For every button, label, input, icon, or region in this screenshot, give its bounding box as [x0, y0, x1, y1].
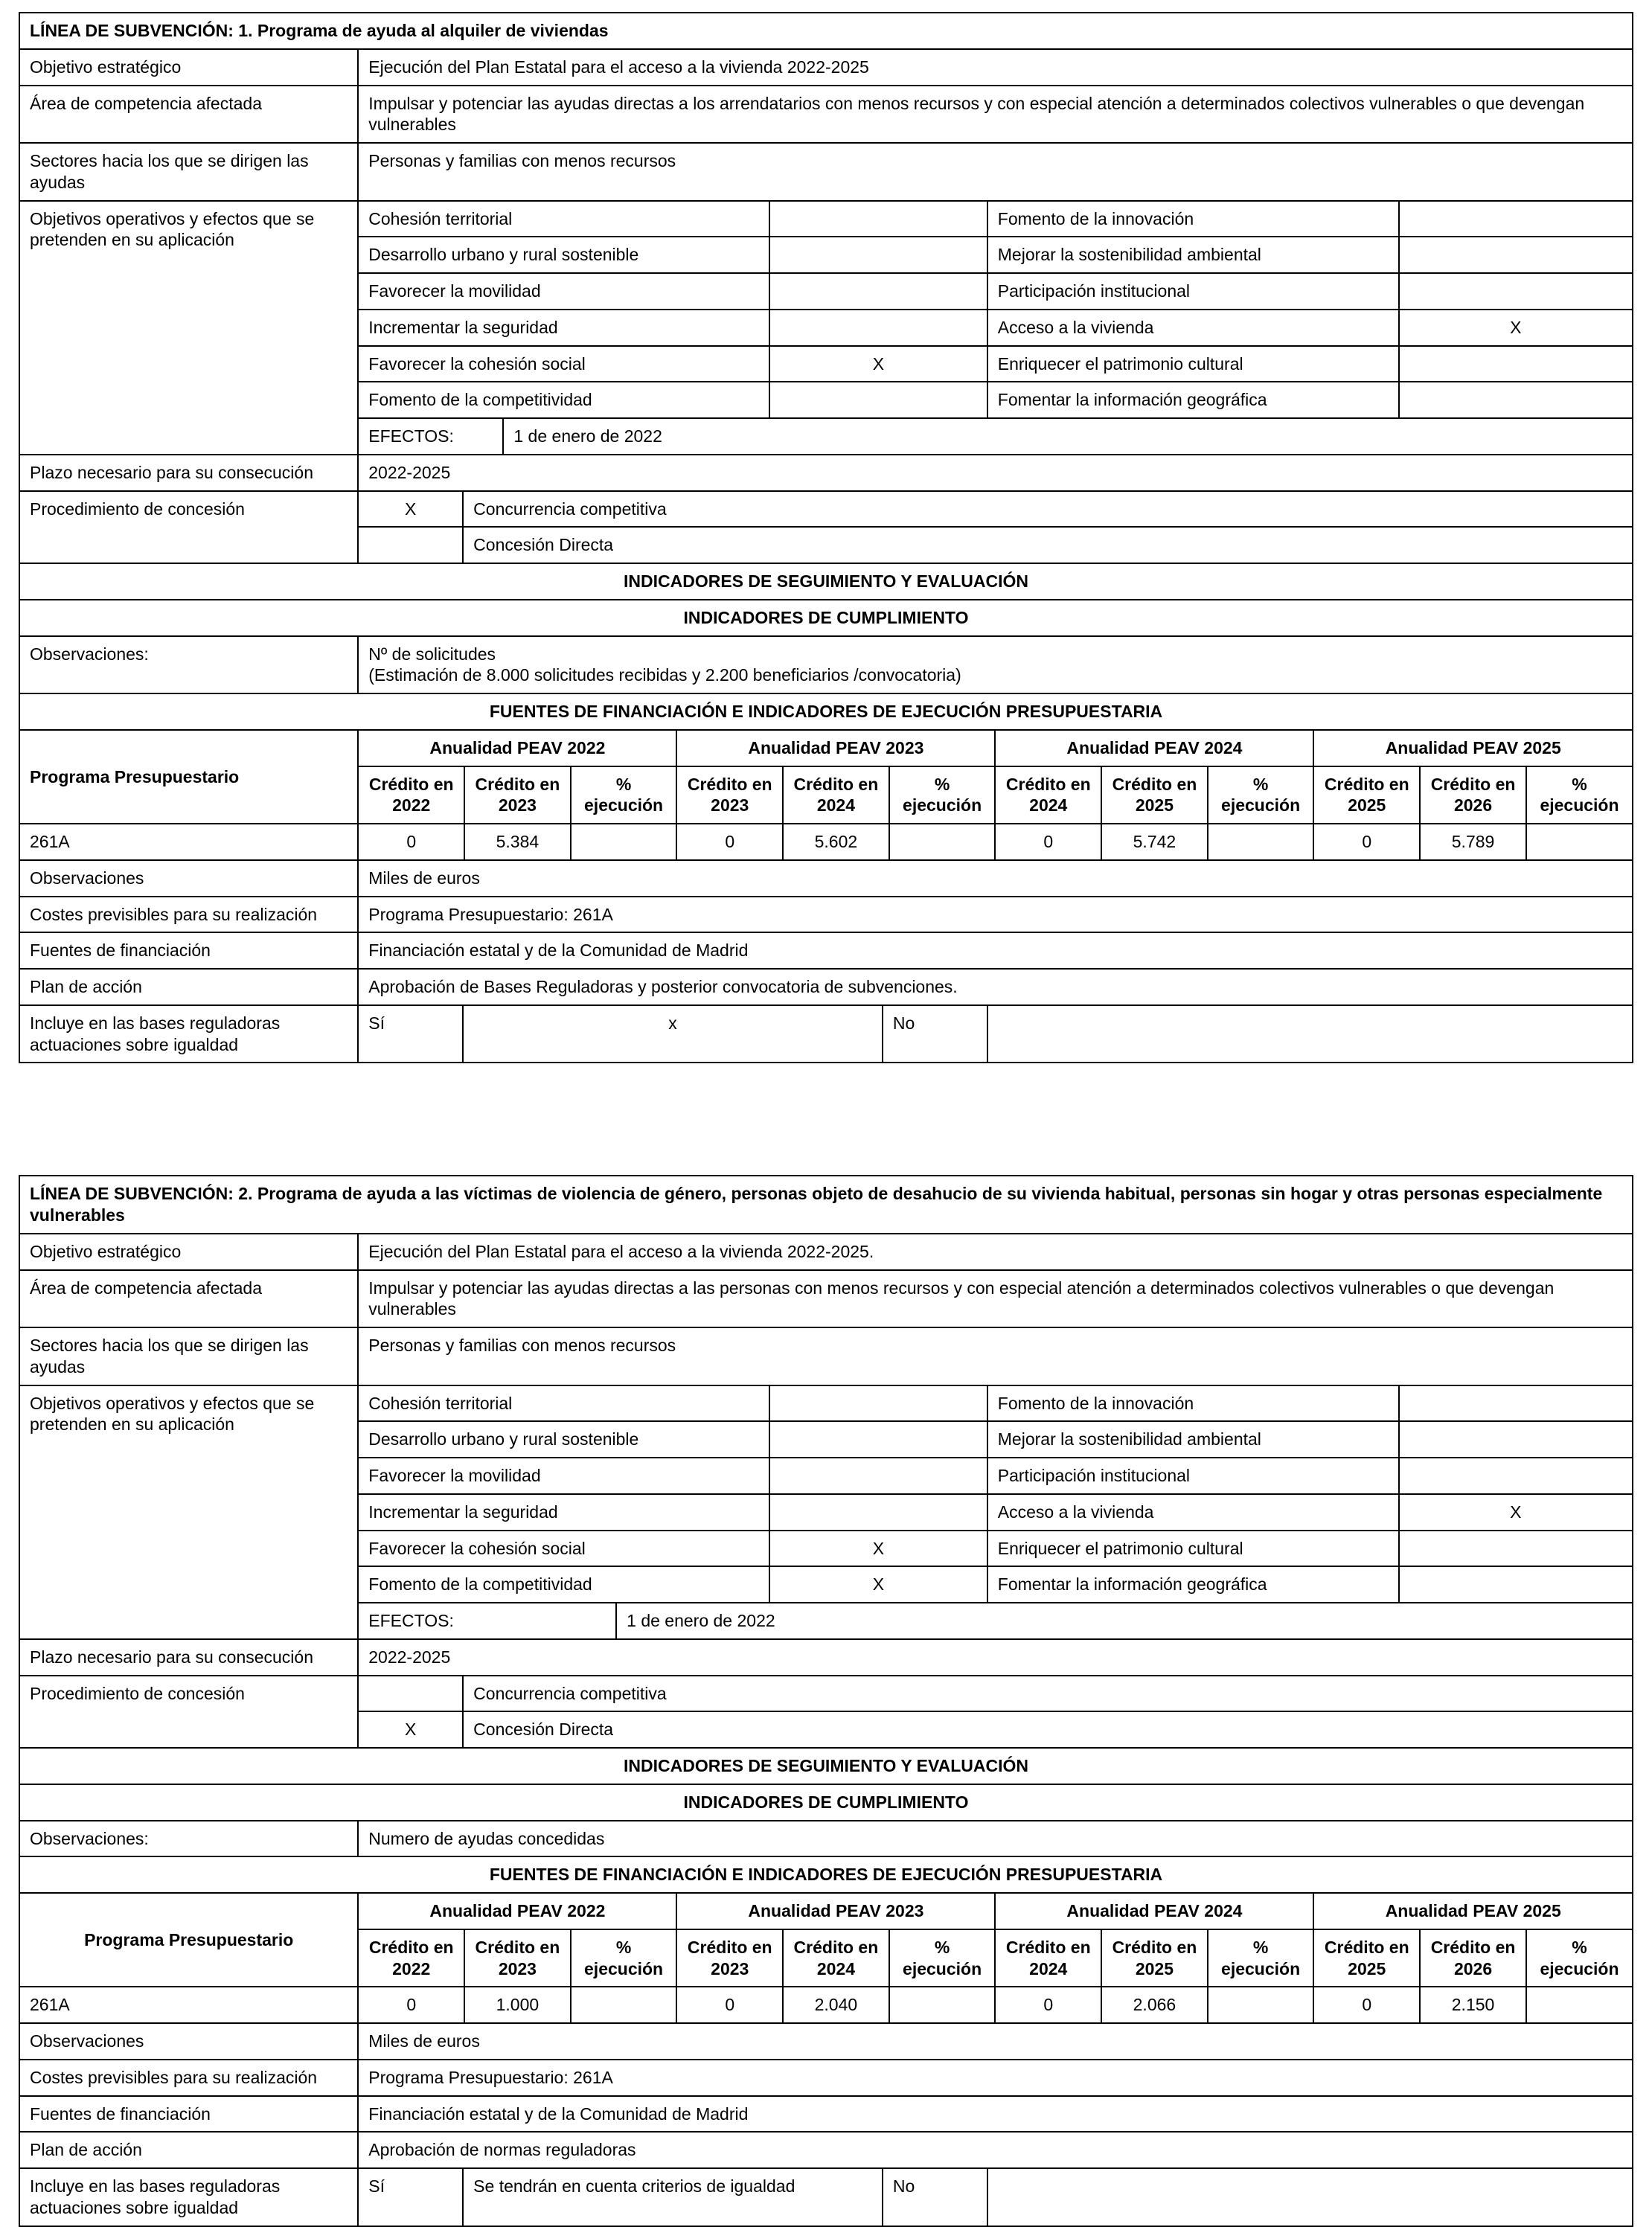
line1-proc-mark-directa — [358, 527, 463, 563]
line2-budget-value-8: 2.066 — [1101, 1987, 1208, 2023]
line2-objetivo-left-1: Desarrollo urbano y rural sostenible — [358, 1421, 769, 1458]
line2-igualdad-mid: Se tendrán en cuenta criterios de igualdad — [463, 2168, 883, 2226]
line1-budget-col-9: Crédito en 2025 — [1313, 766, 1420, 824]
line2-observaciones-cumplimiento-table — [19, 1820, 1633, 1858]
line2-objetivos-table — [19, 1385, 1633, 1640]
line1-objetivo-right-0: Fomento de la innovación — [987, 201, 1399, 237]
line1-efectos-value: 1 de enero de 2022 — [503, 418, 1633, 455]
line2-objetivo-left-4: Favorecer la cohesión social — [358, 1531, 769, 1567]
line1-objetivo-right-5: Fomentar la información geográfica — [987, 382, 1399, 418]
line2-budget-col-8: % ejecución — [1208, 1929, 1314, 1987]
line1-fuentes-header: FUENTES DE FINANCIACIÓN E INDICADORES DE EJECUCIÓN PRESUPUESTARIA — [19, 693, 1633, 730]
line1-objetivo-right-1: Mejorar la sostenibilidad ambiental — [987, 237, 1399, 273]
label-observaciones-colon: Observaciones: — [19, 1821, 358, 1857]
line2-objetivo-right-5: Fomentar la información geográfica — [987, 1566, 1399, 1603]
line1-anualidad-2024: Anualidad PEAV 2024 — [995, 730, 1313, 766]
line1-mark-left-0 — [769, 201, 987, 237]
line2-mark-right-4 — [1399, 1531, 1633, 1567]
line1-observaciones-line1: Nº de solicitudes — [368, 644, 496, 664]
line1-mark-right-4 — [1399, 346, 1633, 382]
line2-general-table — [19, 1175, 1633, 1385]
line1-budget-value-7: 0 — [995, 824, 1101, 860]
label-igualdad: Incluye en las bases reguladoras actuaciones sobre igualdad — [19, 1005, 358, 1063]
line1-indicadores-cumplimiento-header: INDICADORES DE CUMPLIMIENTO — [19, 600, 1633, 636]
line1-indicadores-cumplimiento-table — [19, 599, 1633, 637]
line1-fuentes-header-table — [19, 693, 1633, 731]
line1-budget-col-8: % ejecución — [1208, 766, 1314, 824]
line1-fuentes-value: Financiación estatal y de la Comunidad de Madrid — [358, 932, 1633, 969]
line2-mark-right-1 — [1399, 1421, 1633, 1458]
label-concesion-directa: Concesión Directa — [463, 1711, 1633, 1748]
line1-budget-col-10: Crédito en 2026 — [1420, 766, 1526, 824]
line2-fuentes-header-table — [19, 1856, 1633, 1894]
label-programa-presupuestario: Programa Presupuestario — [19, 730, 358, 824]
line2-procedimiento-table — [19, 1675, 1633, 1749]
line2-plazo-table — [19, 1638, 1633, 1676]
line1-general-table — [19, 12, 1633, 202]
subvention-line-1-section — [19, 12, 1633, 1063]
line2-observaciones-value — [358, 1821, 1633, 1857]
line2-budget-value-11: 2.150 — [1420, 1987, 1526, 2023]
line2-indicadores-seguimiento-header: INDICADORES DE SEGUIMIENTO Y EVALUACIÓN — [19, 1748, 1633, 1784]
label-area-competencia: Área de competencia afectada — [19, 86, 358, 144]
line1-mark-left-4: X — [769, 346, 987, 382]
line2-anualidad-2025: Anualidad PEAV 2025 — [1313, 1893, 1633, 1929]
line2-budget-value-1: 0 — [358, 1987, 464, 2023]
line2-area-value: Impulsar y potenciar las ayudas directas a las personas con menos recursos y con especial atención a determinados colectivos vulnerables o que devengan vulnerables — [358, 1270, 1633, 1328]
line1-mark-left-2 — [769, 273, 987, 310]
line1-budget-col-5: % ejecución — [889, 766, 996, 824]
line2-objetivo-left-0: Cohesión territorial — [358, 1385, 769, 1422]
line2-observaciones-line1: Numero de ayudas concedidas — [368, 1828, 605, 1848]
line2-budget-col-1: Crédito en 2023 — [464, 1929, 571, 1987]
line2-budget-value-12 — [1526, 1987, 1633, 2023]
line1-plan-value: Aprobación de Bases Reguladoras y posterior convocatoria de subvenciones. — [358, 969, 1633, 1005]
line2-objetivo-left-5: Fomento de la competitividad — [358, 1566, 769, 1603]
line1-plazo-table — [19, 454, 1633, 492]
line1-budget-value-10: 0 — [1313, 824, 1420, 860]
line2-fuentes-header: FUENTES DE FINANCIACIÓN E INDICADORES DE EJECUCIÓN PRESUPUESTARIA — [19, 1856, 1633, 1893]
line2-mark-right-0 — [1399, 1385, 1633, 1422]
line1-title: LÍNEA DE SUBVENCIÓN: 1. Programa de ayuda al alquiler de viviendas — [19, 13, 1633, 49]
line2-mark-right-5 — [1399, 1566, 1633, 1603]
line1-budget-col-3: Crédito en 2023 — [676, 766, 783, 824]
line1-indicadores-seguimiento-header: INDICADORES DE SEGUIMIENTO Y EVALUACIÓN — [19, 563, 1633, 600]
label-objetivos-operativos: Objetivos operativos y efectos que se pretenden en su aplicación — [19, 201, 358, 455]
line2-objetivo-right-0: Fomento de la innovación — [987, 1385, 1399, 1422]
line2-budget-col-4: Crédito en 2024 — [783, 1929, 889, 1987]
line1-budget-col-4: Crédito en 2024 — [783, 766, 889, 824]
label-concesion-directa: Concesión Directa — [463, 527, 1633, 563]
line1-objetivo-left-3: Incrementar la seguridad — [358, 310, 769, 346]
line2-observaciones-footer-value: Miles de euros — [358, 2023, 1633, 2060]
line2-budget-col-11: % ejecución — [1526, 1929, 1633, 1987]
line1-area-value: Impulsar y potenciar las ayudas directas a los arrendatarios con menos recursos y con especial atención a determinados colectivos vulnerables o que devengan vulnerables — [358, 86, 1633, 144]
line1-anualidad-2022: Anualidad PEAV 2022 — [358, 730, 676, 766]
subvention-line-2-section — [19, 1175, 1633, 2226]
line2-footer-table — [19, 2022, 1633, 2169]
line1-budget-value-12 — [1526, 824, 1633, 860]
line1-proc-mark-concurrencia: X — [358, 491, 463, 528]
label-procedimiento: Procedimiento de concesión — [19, 1676, 358, 1749]
line2-budget-col-6: Crédito en 2024 — [995, 1929, 1101, 1987]
line2-mark-left-0 — [769, 1385, 987, 1422]
line2-objetivo-right-4: Enriquecer el patrimonio cultural — [987, 1531, 1399, 1567]
line1-mark-right-3: X — [1399, 310, 1633, 346]
line2-budget-value-4: 0 — [676, 1987, 783, 2023]
line2-budget-col-2: % ejecución — [571, 1929, 677, 1987]
label-concurrencia: Concurrencia competitiva — [463, 491, 1633, 528]
line1-objetivo-right-3: Acceso a la vivienda — [987, 310, 1399, 346]
line2-mark-left-4: X — [769, 1531, 987, 1567]
line1-igualdad-empty — [987, 1005, 1633, 1063]
line2-mark-left-1 — [769, 1421, 987, 1458]
line1-mark-left-3 — [769, 310, 987, 346]
line1-budget-value-1: 0 — [358, 824, 464, 860]
line2-plazo-value: 2022-2025 — [358, 1639, 1633, 1676]
line2-anualidad-2023: Anualidad PEAV 2023 — [676, 1893, 995, 1929]
line1-budget-value-4: 0 — [676, 824, 783, 860]
line2-fuentes-value: Financiación estatal y de la Comunidad de Madrid — [358, 2096, 1633, 2133]
line2-indicadores-cumplimiento-header: INDICADORES DE CUMPLIMIENTO — [19, 1784, 1633, 1821]
label-costes: Costes previsibles para su realización — [19, 897, 358, 933]
line1-igualdad-no: No — [883, 1005, 987, 1063]
line2-mark-left-5: X — [769, 1566, 987, 1603]
line1-budget-program: 261A — [19, 824, 358, 860]
line2-budget-value-10: 0 — [1313, 1987, 1420, 2023]
label-objetivo-estrategico: Objetivo estratégico — [19, 1234, 358, 1270]
line1-mark-left-5 — [769, 382, 987, 418]
line1-observaciones-line2: (Estimación de 8.000 solicitudes recibidas y 2.200 beneficiarios /convocatoria) — [368, 665, 961, 685]
line1-objetivo-right-4: Enriquecer el patrimonio cultural — [987, 346, 1399, 382]
line1-objetivo-left-4: Favorecer la cohesión social — [358, 346, 769, 382]
line1-budget-col-2: % ejecución — [571, 766, 677, 824]
line2-proc-mark-directa: X — [358, 1711, 463, 1748]
line2-objetivo-left-2: Favorecer la movilidad — [358, 1458, 769, 1494]
line2-budget-table — [19, 1892, 1633, 2024]
line2-igualdad-empty — [987, 2168, 1633, 2226]
line2-objetivo-right-1: Mejorar la sostenibilidad ambiental — [987, 1421, 1399, 1458]
line1-igualdad-table — [19, 1004, 1633, 1064]
line2-mark-right-3: X — [1399, 1494, 1633, 1531]
section-gap — [19, 1063, 1633, 1175]
label-objetivos-operativos: Objetivos operativos y efectos que se pretenden en su aplicación — [19, 1385, 358, 1639]
label-costes: Costes previsibles para su realización — [19, 2060, 358, 2096]
line1-plazo-value: 2022-2025 — [358, 455, 1633, 491]
line2-budget-col-9: Crédito en 2025 — [1313, 1929, 1420, 1987]
line1-procedimiento-table — [19, 490, 1633, 565]
line1-objetivo-left-5: Fomento de la competitividad — [358, 382, 769, 418]
line1-budget-value-9 — [1208, 824, 1314, 860]
line1-objetivo-left-2: Favorecer la movilidad — [358, 273, 769, 310]
line2-mark-left-3 — [769, 1494, 987, 1531]
line1-objetivo-value: Ejecución del Plan Estatal para el acceso a la vivienda 2022-2025 — [358, 49, 1633, 86]
line2-proc-mark-concurrencia — [358, 1676, 463, 1712]
line2-objetivo-right-2: Participación institucional — [987, 1458, 1399, 1494]
line1-budget-col-11: % ejecución — [1526, 766, 1633, 824]
line2-costes-value: Programa Presupuestario: 261A — [358, 2060, 1633, 2096]
label-plazo: Plazo necesario para su consecución — [19, 455, 358, 491]
label-observaciones: Observaciones — [19, 2023, 358, 2060]
label-sectores: Sectores hacia los que se dirigen las ayudas — [19, 143, 358, 201]
line2-anualidad-2024: Anualidad PEAV 2024 — [995, 1893, 1313, 1929]
line2-budget-col-5: % ejecución — [889, 1929, 996, 1987]
line1-anualidad-2023: Anualidad PEAV 2023 — [676, 730, 995, 766]
line1-budget-value-2: 5.384 — [464, 824, 571, 860]
label-observaciones-colon: Observaciones: — [19, 636, 358, 694]
line1-objetivo-left-1: Desarrollo urbano y rural sostenible — [358, 237, 769, 273]
label-observaciones: Observaciones — [19, 860, 358, 897]
line1-budget-value-3 — [571, 824, 677, 860]
label-programa-presupuestario: Programa Presupuestario — [19, 1893, 358, 1987]
line2-budget-value-7: 0 — [995, 1987, 1101, 2023]
line2-budget-program: 261A — [19, 1987, 358, 2023]
line1-budget-table — [19, 729, 1633, 861]
line1-budget-value-11: 5.789 — [1420, 824, 1526, 860]
line1-mark-right-2 — [1399, 273, 1633, 310]
line2-objetivo-left-3: Incrementar la seguridad — [358, 1494, 769, 1531]
label-plan-accion: Plan de acción — [19, 2132, 358, 2168]
label-igualdad: Incluye en las bases reguladoras actuaciones sobre igualdad — [19, 2168, 358, 2226]
line2-budget-col-10: Crédito en 2026 — [1420, 1929, 1526, 1987]
line2-mark-right-2 — [1399, 1458, 1633, 1494]
line1-footer-table — [19, 859, 1633, 1006]
line1-budget-col-6: Crédito en 2024 — [995, 766, 1101, 824]
line1-objetivo-right-2: Participación institucional — [987, 273, 1399, 310]
line2-objetivo-right-3: Acceso a la vivienda — [987, 1494, 1399, 1531]
line2-objetivo-value: Ejecución del Plan Estatal para el acceso a la vivienda 2022-2025. — [358, 1234, 1633, 1270]
line2-budget-col-3: Crédito en 2023 — [676, 1929, 783, 1987]
line2-plan-value: Aprobación de normas reguladoras — [358, 2132, 1633, 2168]
line2-mark-left-2 — [769, 1458, 987, 1494]
line1-objetivos-table — [19, 200, 1633, 455]
line1-mark-right-5 — [1399, 382, 1633, 418]
line1-mark-right-1 — [1399, 237, 1633, 273]
line2-budget-value-2: 1.000 — [464, 1987, 571, 2023]
line1-budget-value-5: 5.602 — [783, 824, 889, 860]
label-efectos: EFECTOS: — [358, 1603, 616, 1639]
label-plazo: Plazo necesario para su consecución — [19, 1639, 358, 1676]
line2-indicadores-seguimiento-table — [19, 1747, 1633, 1785]
line1-objetivo-left-0: Cohesión territorial — [358, 201, 769, 237]
line2-anualidad-2022: Anualidad PEAV 2022 — [358, 1893, 676, 1929]
line2-igualdad-no: No — [883, 2168, 987, 2226]
line1-anualidad-2025: Anualidad PEAV 2025 — [1313, 730, 1633, 766]
label-efectos: EFECTOS: — [358, 418, 503, 455]
line2-budget-value-9 — [1208, 1987, 1314, 2023]
label-concurrencia: Concurrencia competitiva — [463, 1676, 1633, 1712]
line2-indicadores-cumplimiento-table — [19, 1784, 1633, 1821]
line1-costes-value: Programa Presupuestario: 261A — [358, 897, 1633, 933]
line2-budget-value-5: 2.040 — [783, 1987, 889, 2023]
label-procedimiento: Procedimiento de concesión — [19, 491, 358, 564]
line1-mark-right-0 — [1399, 201, 1633, 237]
line2-budget-value-3 — [571, 1987, 677, 2023]
label-fuentes-financiacion: Fuentes de financiación — [19, 932, 358, 969]
line1-observaciones-footer-value: Miles de euros — [358, 860, 1633, 897]
label-objetivo-estrategico: Objetivo estratégico — [19, 49, 358, 86]
label-area-competencia: Área de competencia afectada — [19, 1270, 358, 1328]
line1-igualdad-mid: x — [463, 1005, 883, 1063]
line2-sectores-value: Personas y familias con menos recursos — [358, 1327, 1633, 1385]
line2-budget-col-7: Crédito en 2025 — [1101, 1929, 1208, 1987]
label-sectores: Sectores hacia los que se dirigen las ayudas — [19, 1327, 358, 1385]
line2-title: LÍNEA DE SUBVENCIÓN: 2. Programa de ayuda a las víctimas de violencia de género, personas objeto de desahucio de su vivienda habitual, personas sin hogar y otras personas especialmente vulnerables — [19, 1176, 1633, 1234]
label-plan-accion: Plan de acción — [19, 969, 358, 1005]
line2-igualdad-table — [19, 2167, 1633, 2227]
line2-efectos-value: 1 de enero de 2022 — [616, 1603, 1633, 1639]
line2-igualdad-si: Sí — [358, 2168, 463, 2226]
line1-observaciones-cumplimiento-table — [19, 635, 1633, 695]
label-fuentes-financiacion: Fuentes de financiación — [19, 2096, 358, 2133]
line1-indicadores-seguimiento-table — [19, 563, 1633, 600]
line1-budget-col-1: Crédito en 2023 — [464, 766, 571, 824]
line1-budget-value-8: 5.742 — [1101, 824, 1208, 860]
line1-igualdad-si: Sí — [358, 1005, 463, 1063]
line1-sectores-value: Personas y familias con menos recursos — [358, 143, 1633, 201]
line1-budget-value-6 — [889, 824, 996, 860]
line2-budget-value-6 — [889, 1987, 996, 2023]
line1-mark-left-1 — [769, 237, 987, 273]
line1-budget-col-0: Crédito en 2022 — [358, 766, 464, 824]
line2-budget-col-0: Crédito en 2022 — [358, 1929, 464, 1987]
line1-observaciones-value — [358, 636, 1633, 694]
line1-budget-col-7: Crédito en 2025 — [1101, 766, 1208, 824]
